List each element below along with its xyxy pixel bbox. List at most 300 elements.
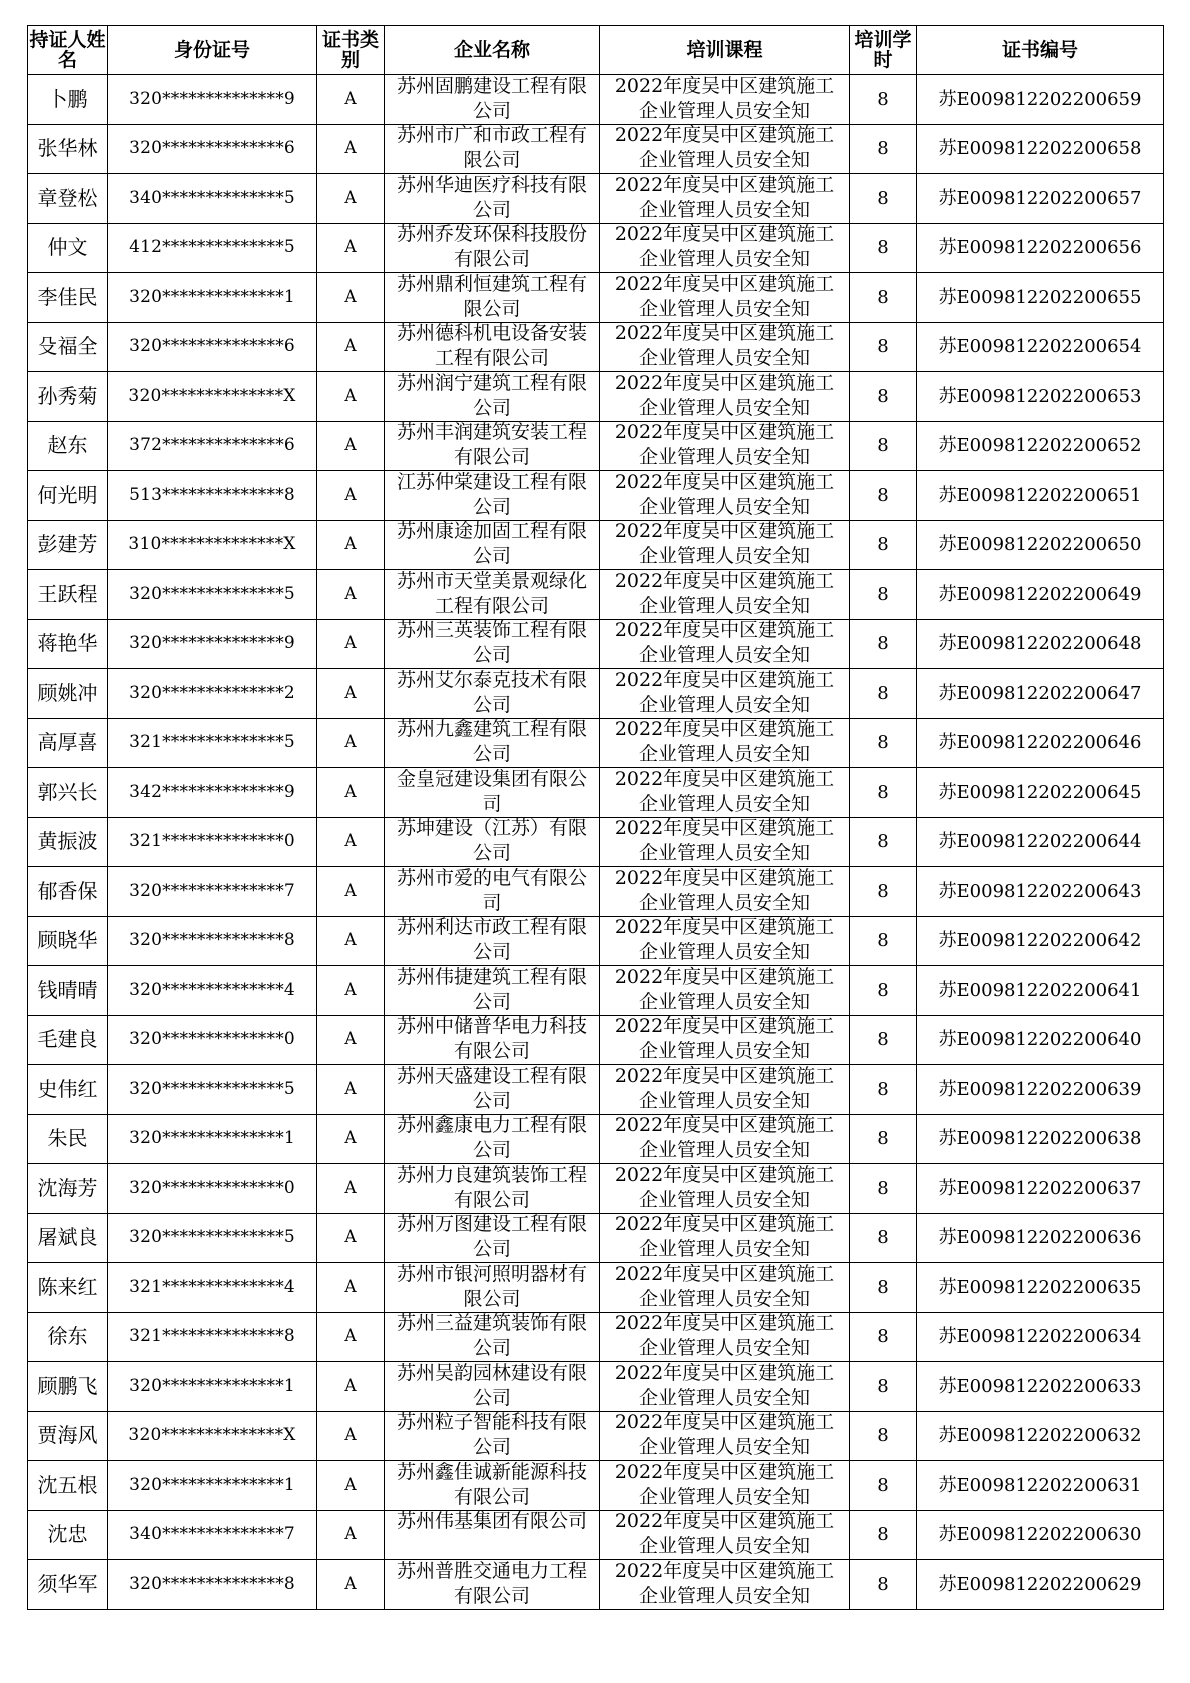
training-course-text: 2022年度吴中区建筑施工企业管理人员安全知 [614,1312,835,1360]
company-name-text: 江苏仲棠建设工程有限公司 [396,470,587,518]
header-row [28,26,1164,75]
table-row [28,1510,1164,1560]
company-name-text: 苏州固鹏建设工程有限公司 [396,74,587,122]
cert-type-cell: A [317,75,385,125]
company-name-cell [385,1461,600,1511]
company-name-cell [385,867,600,917]
training-course-cell [600,223,850,273]
table-row [28,619,1164,669]
id-number-cell: 320**************0 [108,1164,317,1214]
cert-number-cell: 苏E009812202200641 [917,966,1164,1016]
table-row [28,570,1164,620]
training-course-cell [600,174,850,224]
training-hours-cell: 8 [850,1461,917,1511]
header-holder-name: 持证人姓名 [28,26,108,75]
holder-name-cell: 沈五根 [28,1461,108,1511]
company-name-cell [385,570,600,620]
table-header [28,26,1164,75]
training-course-text: 2022年度吴中区建筑施工企业管理人员安全知 [614,817,835,865]
training-course-cell [600,669,850,719]
id-number-cell: 320**************5 [108,570,317,620]
cert-type-cell: A [317,1065,385,1115]
cert-number-cell: 苏E009812202200636 [917,1213,1164,1263]
id-number-cell: 320**************8 [108,1560,317,1610]
table-row [28,817,1164,867]
id-number-cell: 321**************0 [108,817,317,867]
training-course-cell [600,421,850,471]
company-name-cell [385,174,600,224]
header-cert-number: 证书编号 [917,26,1164,75]
cert-type-cell: A [317,817,385,867]
header-id-number: 身份证号 [108,26,317,75]
cert-type-cell: A [317,1312,385,1362]
training-hours-cell: 8 [850,1263,917,1313]
company-name-cell [385,273,600,323]
training-hours-cell: 8 [850,1411,917,1461]
cert-type-cell: A [317,916,385,966]
company-name-text: 苏坤建设（江苏）有限公司 [396,817,587,865]
company-name-text: 苏州市银河照明器材有限公司 [396,1262,587,1310]
training-course-text: 2022年度吴中区建筑施工企业管理人员安全知 [614,173,835,221]
table-row [28,867,1164,917]
table-row [28,1213,1164,1263]
company-name-cell [385,1312,600,1362]
training-hours-cell: 8 [850,273,917,323]
holder-name-cell: 史伟红 [28,1065,108,1115]
cert-type-cell: A [317,471,385,521]
table-row [28,1461,1164,1511]
training-course-cell [600,916,850,966]
cert-number-cell: 苏E009812202200631 [917,1461,1164,1511]
company-name-cell [385,1411,600,1461]
company-name-cell [385,1065,600,1115]
id-number-cell: 320**************X [108,372,317,422]
id-number-cell: 340**************5 [108,174,317,224]
id-number-cell: 321**************8 [108,1312,317,1362]
company-name-text: 苏州利达市政工程有限公司 [396,916,587,964]
training-course-cell [600,471,850,521]
company-name-cell [385,1362,600,1412]
training-course-cell [600,966,850,1016]
company-name-text: 苏州吴韵园林建设有限公司 [396,1361,587,1409]
cert-number-cell: 苏E009812202200644 [917,817,1164,867]
id-number-cell: 320**************2 [108,669,317,719]
id-number-cell: 320**************0 [108,1015,317,1065]
company-name-text: 苏州九鑫建筑工程有限公司 [396,718,587,766]
training-hours-cell: 8 [850,1114,917,1164]
training-course-cell [600,124,850,174]
cert-type-cell: A [317,1015,385,1065]
company-name-text: 苏州市天堂美景观绿化工程有限公司 [396,569,587,617]
id-number-cell: 342**************9 [108,768,317,818]
company-name-cell [385,1164,600,1214]
cert-number-cell: 苏E009812202200656 [917,223,1164,273]
id-number-cell: 320**************7 [108,867,317,917]
training-hours-cell: 8 [850,669,917,719]
table-row [28,916,1164,966]
cert-number-cell: 苏E009812202200659 [917,75,1164,125]
cert-number-cell: 苏E009812202200639 [917,1065,1164,1115]
training-hours-cell: 8 [850,520,917,570]
company-name-cell [385,520,600,570]
company-name-text: 苏州三益建筑装饰有限公司 [396,1312,587,1360]
holder-name-cell: 须华军 [28,1560,108,1610]
training-course-text: 2022年度吴中区建筑施工企业管理人员安全知 [614,1361,835,1409]
cert-number-cell: 苏E009812202200629 [917,1560,1164,1610]
holder-name-cell: 贾海风 [28,1411,108,1461]
company-name-cell [385,75,600,125]
company-name-cell [385,916,600,966]
table-row [28,471,1164,521]
cert-type-cell: A [317,619,385,669]
id-number-cell: 513**************8 [108,471,317,521]
cert-number-cell: 苏E009812202200658 [917,124,1164,174]
holder-name-cell: 章登松 [28,174,108,224]
company-name-text: 金皇冠建设集团有限公司 [396,767,587,815]
cert-type-cell: A [317,174,385,224]
table-row [28,966,1164,1016]
company-name-cell [385,718,600,768]
cert-type-cell: A [317,1263,385,1313]
holder-name-cell: 赵东 [28,421,108,471]
table-row [28,768,1164,818]
cert-number-cell: 苏E009812202200648 [917,619,1164,669]
training-course-text: 2022年度吴中区建筑施工企业管理人员安全知 [614,1411,835,1459]
company-name-cell [385,1510,600,1560]
cert-type-cell: A [317,273,385,323]
cert-type-cell: A [317,124,385,174]
holder-name-cell: 孙秀菊 [28,372,108,422]
company-name-text: 苏州天盛建设工程有限公司 [396,1064,587,1112]
cert-type-cell: A [317,1164,385,1214]
training-course-text: 2022年度吴中区建筑施工企业管理人员安全知 [614,718,835,766]
holder-name-cell: 朱民 [28,1114,108,1164]
training-course-cell [600,520,850,570]
cert-number-cell: 苏E009812202200633 [917,1362,1164,1412]
holder-name-cell: 陈来红 [28,1263,108,1313]
training-hours-cell: 8 [850,619,917,669]
company-name-cell [385,1015,600,1065]
company-name-text: 苏州乔发环保科技股份有限公司 [396,223,587,271]
id-number-cell: 412**************5 [108,223,317,273]
table-row [28,421,1164,471]
company-name-cell [385,471,600,521]
cert-type-cell: A [317,421,385,471]
training-course-cell [600,322,850,372]
training-course-text: 2022年度吴中区建筑施工企业管理人员安全知 [614,223,835,271]
training-hours-cell: 8 [850,372,917,422]
company-name-cell [385,322,600,372]
cert-type-cell: A [317,520,385,570]
cert-type-cell: A [317,718,385,768]
training-course-text: 2022年度吴中区建筑施工企业管理人员安全知 [614,124,835,172]
training-course-text: 2022年度吴中区建筑施工企业管理人员安全知 [614,371,835,419]
training-course-cell [600,1461,850,1511]
cert-type-cell: A [317,1362,385,1412]
training-course-cell [600,1510,850,1560]
company-name-text: 苏州德科机电设备安装工程有限公司 [396,322,587,370]
company-name-cell [385,966,600,1016]
table-row [28,322,1164,372]
cert-type-cell: A [317,223,385,273]
training-course-cell [600,1560,850,1610]
holder-name-cell: 郭兴长 [28,768,108,818]
cert-type-cell: A [317,669,385,719]
cert-number-cell: 苏E009812202200652 [917,421,1164,471]
training-course-text: 2022年度吴中区建筑施工企业管理人员安全知 [614,1163,835,1211]
company-name-cell [385,372,600,422]
cert-type-cell: A [317,867,385,917]
cert-number-cell: 苏E009812202200638 [917,1114,1164,1164]
training-course-text: 2022年度吴中区建筑施工企业管理人员安全知 [614,569,835,617]
cert-type-cell: A [317,1510,385,1560]
training-course-text: 2022年度吴中区建筑施工企业管理人员安全知 [614,1262,835,1310]
training-course-cell [600,1114,850,1164]
holder-name-cell: 仲文 [28,223,108,273]
company-name-text: 苏州鑫佳诚新能源科技有限公司 [396,1460,587,1508]
holder-name-cell: 李佳民 [28,273,108,323]
table-row [28,223,1164,273]
company-name-cell [385,223,600,273]
training-course-cell [600,1263,850,1313]
training-course-text: 2022年度吴中区建筑施工企业管理人员安全知 [614,619,835,667]
header-training-hours: 培训学时 [850,26,917,75]
training-hours-cell: 8 [850,570,917,620]
training-hours-cell: 8 [850,817,917,867]
header-training-course: 培训课程 [600,26,850,75]
training-course-cell [600,1164,850,1214]
training-course-cell [600,273,850,323]
holder-name-cell: 郁香保 [28,867,108,917]
id-number-cell: 372**************6 [108,421,317,471]
training-course-text: 2022年度吴中区建筑施工企业管理人员安全知 [614,668,835,716]
training-hours-cell: 8 [850,223,917,273]
id-number-cell: 340**************7 [108,1510,317,1560]
id-number-cell: 321**************5 [108,718,317,768]
training-hours-cell: 8 [850,966,917,1016]
training-course-text: 2022年度吴中区建筑施工企业管理人员安全知 [614,1114,835,1162]
table-body [28,75,1164,1610]
training-hours-cell: 8 [850,1560,917,1610]
training-course-text: 2022年度吴中区建筑施工企业管理人员安全知 [614,272,835,320]
training-hours-cell: 8 [850,718,917,768]
table-row [28,174,1164,224]
training-hours-cell: 8 [850,768,917,818]
company-name-text: 苏州伟基集团有限公司 [396,1510,587,1533]
company-name-text: 苏州润宁建筑工程有限公司 [396,371,587,419]
company-name-cell [385,1560,600,1610]
cert-number-cell: 苏E009812202200632 [917,1411,1164,1461]
cert-number-cell: 苏E009812202200653 [917,372,1164,422]
training-course-cell [600,1411,850,1461]
holder-name-cell: 钱晴晴 [28,966,108,1016]
training-course-cell [600,768,850,818]
training-hours-cell: 8 [850,322,917,372]
id-number-cell: 320**************5 [108,1213,317,1263]
training-course-cell [600,1312,850,1362]
training-hours-cell: 8 [850,1164,917,1214]
cert-number-cell: 苏E009812202200645 [917,768,1164,818]
training-course-cell [600,867,850,917]
training-course-text: 2022年度吴中区建筑施工企业管理人员安全知 [614,1213,835,1261]
cert-type-cell: A [317,1560,385,1610]
cert-number-cell: 苏E009812202200643 [917,867,1164,917]
training-hours-cell: 8 [850,124,917,174]
id-number-cell: 320**************9 [108,619,317,669]
certificate-table [27,25,1164,1610]
training-hours-cell: 8 [850,1362,917,1412]
id-number-cell: 320**************X [108,1411,317,1461]
cert-type-cell: A [317,768,385,818]
cert-number-cell: 苏E009812202200655 [917,273,1164,323]
id-number-cell: 320**************6 [108,124,317,174]
table-row [28,75,1164,125]
cert-number-cell: 苏E009812202200657 [917,174,1164,224]
training-course-cell [600,619,850,669]
training-course-cell [600,372,850,422]
table-row [28,520,1164,570]
training-hours-cell: 8 [850,1510,917,1560]
id-number-cell: 320**************8 [108,916,317,966]
training-course-cell [600,1362,850,1412]
company-name-text: 苏州万图建设工程有限公司 [396,1213,587,1261]
training-course-text: 2022年度吴中区建筑施工企业管理人员安全知 [614,1510,835,1558]
training-course-text: 2022年度吴中区建筑施工企业管理人员安全知 [614,767,835,815]
holder-name-cell: 毛建良 [28,1015,108,1065]
training-course-text: 2022年度吴中区建筑施工企业管理人员安全知 [614,74,835,122]
company-name-text: 苏州康途加固工程有限公司 [396,520,587,568]
company-name-cell [385,1213,600,1263]
holder-name-cell: 顾晓华 [28,916,108,966]
holder-name-cell: 沈海芳 [28,1164,108,1214]
holder-name-cell: 殳福全 [28,322,108,372]
company-name-text: 苏州力良建筑装饰工程有限公司 [396,1163,587,1211]
cert-number-cell: 苏E009812202200646 [917,718,1164,768]
table-row [28,273,1164,323]
id-number-cell: 320**************5 [108,1065,317,1115]
table-row [28,669,1164,719]
company-name-cell [385,669,600,719]
training-hours-cell: 8 [850,1312,917,1362]
holder-name-cell: 黄振波 [28,817,108,867]
training-hours-cell: 8 [850,471,917,521]
holder-name-cell: 沈忠 [28,1510,108,1560]
cert-type-cell: A [317,372,385,422]
training-course-text: 2022年度吴中区建筑施工企业管理人员安全知 [614,421,835,469]
id-number-cell: 320**************1 [108,1362,317,1412]
training-hours-cell: 8 [850,1065,917,1115]
company-name-cell [385,124,600,174]
training-hours-cell: 8 [850,1213,917,1263]
training-hours-cell: 8 [850,75,917,125]
holder-name-cell: 顾鹏飞 [28,1362,108,1412]
holder-name-cell: 何光明 [28,471,108,521]
id-number-cell: 320**************9 [108,75,317,125]
training-course-text: 2022年度吴中区建筑施工企业管理人员安全知 [614,470,835,518]
training-course-text: 2022年度吴中区建筑施工企业管理人员安全知 [614,965,835,1013]
cert-number-cell: 苏E009812202200637 [917,1164,1164,1214]
table-row [28,1312,1164,1362]
cert-number-cell: 苏E009812202200651 [917,471,1164,521]
training-course-cell [600,1015,850,1065]
id-number-cell: 320**************1 [108,1461,317,1511]
training-hours-cell: 8 [850,1015,917,1065]
company-name-text: 苏州伟捷建筑工程有限公司 [396,965,587,1013]
holder-name-cell: 张华林 [28,124,108,174]
table-row [28,718,1164,768]
training-course-cell [600,1065,850,1115]
training-course-text: 2022年度吴中区建筑施工企业管理人员安全知 [614,1015,835,1063]
table-row [28,1560,1164,1610]
training-course-cell [600,75,850,125]
company-name-cell [385,1263,600,1313]
table-row [28,1015,1164,1065]
training-course-text: 2022年度吴中区建筑施工企业管理人员安全知 [614,322,835,370]
header-company-name: 企业名称 [385,26,600,75]
company-name-cell [385,619,600,669]
id-number-cell: 321**************4 [108,1263,317,1313]
training-course-text: 2022年度吴中区建筑施工企业管理人员安全知 [614,1460,835,1508]
cert-type-cell: A [317,1461,385,1511]
cert-number-cell: 苏E009812202200634 [917,1312,1164,1362]
training-course-cell [600,570,850,620]
training-course-text: 2022年度吴中区建筑施工企业管理人员安全知 [614,1064,835,1112]
table-row [28,1411,1164,1461]
company-name-text: 苏州中储普华电力科技有限公司 [396,1015,587,1063]
training-hours-cell: 8 [850,916,917,966]
table-row [28,1065,1164,1115]
id-number-cell: 310**************X [108,520,317,570]
cert-type-cell: A [317,322,385,372]
cert-type-cell: A [317,1114,385,1164]
cert-type-cell: A [317,1213,385,1263]
header-cert-type: 证书类别 [317,26,385,75]
company-name-text: 苏州华迪医疗科技有限公司 [396,173,587,221]
id-number-cell: 320**************4 [108,966,317,1016]
training-course-cell [600,1213,850,1263]
holder-name-cell: 屠斌良 [28,1213,108,1263]
cert-type-cell: A [317,966,385,1016]
table-row [28,372,1164,422]
cert-number-cell: 苏E009812202200640 [917,1015,1164,1065]
cert-number-cell: 苏E009812202200635 [917,1263,1164,1313]
company-name-text: 苏州市爱的电气有限公司 [396,866,587,914]
company-name-cell [385,768,600,818]
company-name-cell [385,1114,600,1164]
training-hours-cell: 8 [850,421,917,471]
table-row [28,124,1164,174]
id-number-cell: 320**************1 [108,1114,317,1164]
table-row [28,1114,1164,1164]
company-name-text: 苏州粒子智能科技有限公司 [396,1411,587,1459]
cert-type-cell: A [317,1411,385,1461]
id-number-cell: 320**************1 [108,273,317,323]
training-course-text: 2022年度吴中区建筑施工企业管理人员安全知 [614,520,835,568]
table-row [28,1362,1164,1412]
company-name-text: 苏州三英装饰工程有限公司 [396,619,587,667]
holder-name-cell: 顾姚冲 [28,669,108,719]
company-name-text: 苏州艾尔泰克技术有限公司 [396,668,587,716]
cert-number-cell: 苏E009812202200630 [917,1510,1164,1560]
cert-type-cell: A [317,570,385,620]
training-course-cell [600,718,850,768]
company-name-cell [385,421,600,471]
cert-number-cell: 苏E009812202200654 [917,322,1164,372]
cert-number-cell: 苏E009812202200642 [917,916,1164,966]
training-course-cell [600,817,850,867]
company-name-text: 苏州鑫康电力工程有限公司 [396,1114,587,1162]
company-name-text: 苏州普胜交通电力工程有限公司 [396,1559,587,1607]
